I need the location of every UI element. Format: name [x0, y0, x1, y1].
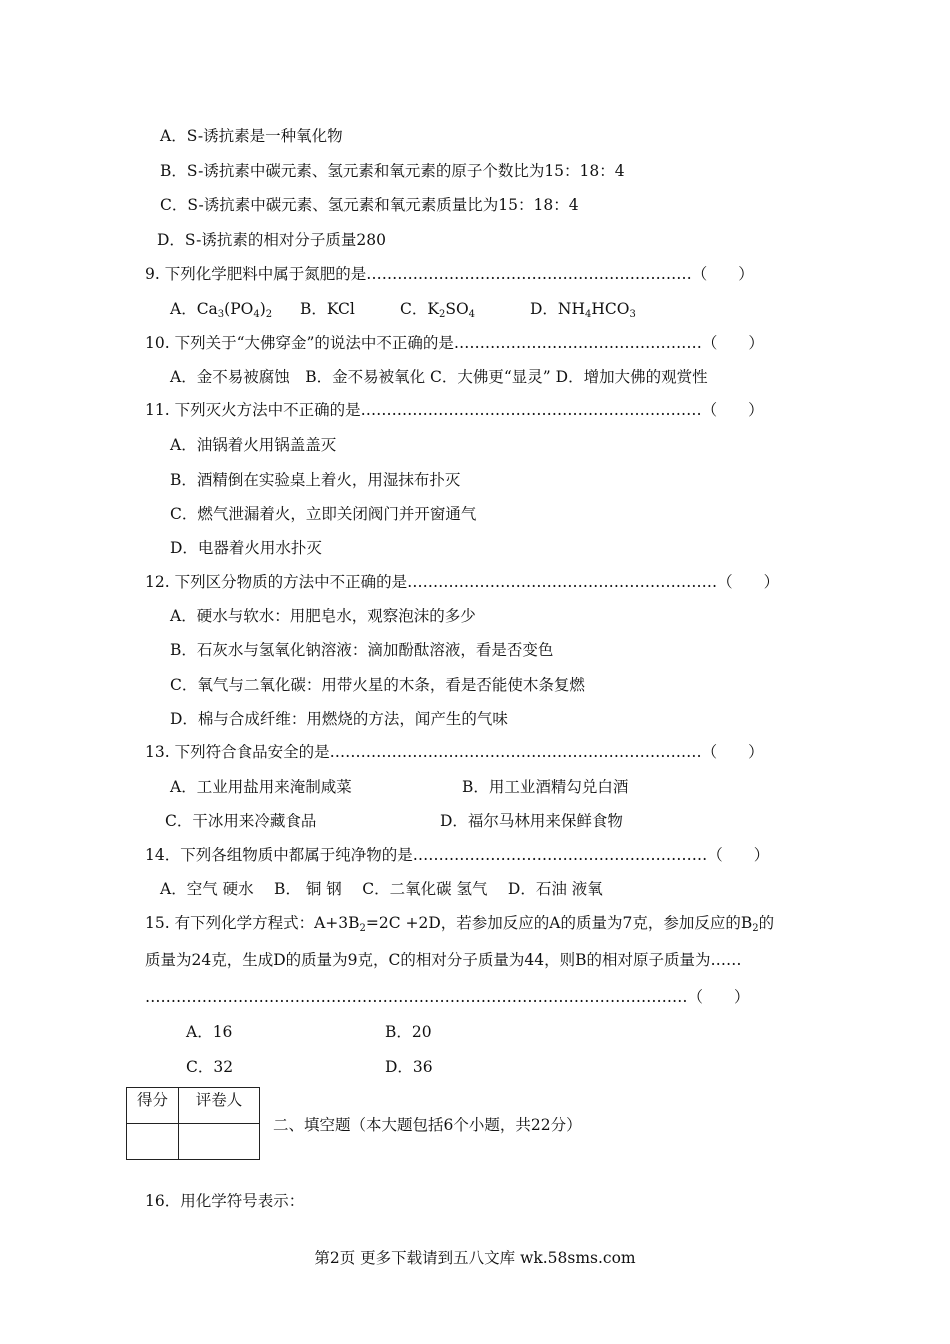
q15-option-a: A．16 — [186, 1023, 233, 1041]
q14-options: A．空气 硬水 B． 铜 钢 C．二氧化碳 氢气 D．石油 液氧 — [160, 880, 603, 898]
q9-option-a: A．$Ca_3(PO_4)_2$ — [170, 300, 273, 320]
q9-option-b: B．KCl — [300, 300, 355, 318]
q11-option-d: D．电器着火用水扑灭 — [170, 539, 322, 557]
q16-stem: 16．用化学符号表示： — [145, 1192, 305, 1210]
q12-option-b: B．石灰水与氢氧化钠溶液：滴加酚酞溶液，看是否变色 — [170, 641, 554, 659]
q11-option-c: C．燃气泄漏着火，立即关闭阀门并开窗通气 — [170, 505, 477, 523]
page-footer: 第2页 更多下载请到五八文库 wk.58sms.com — [314, 1249, 636, 1267]
q8-option-c: C．S-诱抗素中碳元素、氢元素和氧元素质量比为15：18：4 — [160, 196, 579, 214]
q15-stem-line3: ……………………………………………………………………………………………（ ） — [145, 988, 750, 1006]
score-cell — [127, 1124, 179, 1160]
q8-option-d: D．S-诱抗素的相对分子质量280 — [157, 231, 386, 249]
section-2-title: 二、填空题（本大题包括6个小题，共22分） — [273, 1116, 582, 1134]
q15-option-d: D．36 — [385, 1058, 433, 1076]
q13-option-d: D．福尔马林用来保鲜食物 — [440, 812, 623, 830]
q8-option-a: A．S-诱抗素是一种氧化物 — [160, 127, 343, 145]
q10-options: A．金不易被腐蚀 B．金不易被氧化 C．大佛更“显灵” D．增加大佛的观赏性 — [170, 368, 708, 386]
q13-option-b: B．用工业酒精勾兑白酒 — [462, 778, 629, 796]
q13-stem: 13. 下列符合食品安全的是………………………………………………………………（ ） — [145, 743, 764, 761]
score-table — [126, 1087, 260, 1160]
score-header: 得分 — [127, 1088, 179, 1124]
q11-stem: 11. 下列灭火方法中不正确的是…………………………………………………………（ ） — [145, 401, 764, 419]
grader-header: 评卷人 — [179, 1088, 260, 1124]
q10-stem: 10. 下列关于“大佛穿金”的说法中不正确的是…………………………………………（ ） — [145, 334, 764, 352]
q11-option-b: B．酒精倒在实验桌上着火，用湿抹布扑灭 — [170, 471, 461, 489]
q12-stem: 12. 下列区分物质的方法中不正确的是……………………………………………………（ ） — [145, 573, 780, 591]
q9-stem: 9. 下列化学肥料中属于氮肥的是………………………………………………………（ ） — [145, 265, 754, 283]
q9-option-c: C．$K_2SO_4$ — [400, 300, 476, 320]
q11-option-a: A．油锅着火用锅盖盖灭 — [170, 436, 337, 454]
grader-cell — [179, 1124, 260, 1160]
q12-option-d: D．棉与合成纤维：用燃烧的方法，闻产生的气味 — [170, 710, 508, 728]
q12-option-c: C．氧气与二氧化碳：用带火星的木条，看是否能使木条复燃 — [170, 676, 585, 694]
q15-option-b: B．20 — [385, 1023, 432, 1041]
q9-option-d: D．$NH_4HCO_3$ — [530, 300, 636, 320]
q15-stem-line1: 15. 有下列化学方程式：$A+3B_2=2C +2D$，若参加反应的A的质量为7克，参加反应的$B_2$的 — [145, 914, 775, 934]
q12-option-a: A．硬水与软水：用肥皂水，观察泡沫的多少 — [170, 607, 476, 625]
q13-option-a: A．工业用盐用来淹制咸菜 — [170, 778, 352, 796]
q14-stem: 14．下列各组物质中都属于纯净物的是…………………………………………………（ ） — [145, 846, 770, 864]
q13-option-c: C．干冰用来冷藏食品 — [165, 812, 317, 830]
q8-option-b: B．S-诱抗素中碳元素、氢元素和氧元素的原子个数比为15：18：4 — [160, 162, 625, 180]
q15-stem-line2: 质量为24克，生成D的质量为9克，C的相对分子质量为44，则B的相对原子质量为…… — [145, 951, 742, 969]
q15-option-c: C．32 — [186, 1058, 234, 1076]
